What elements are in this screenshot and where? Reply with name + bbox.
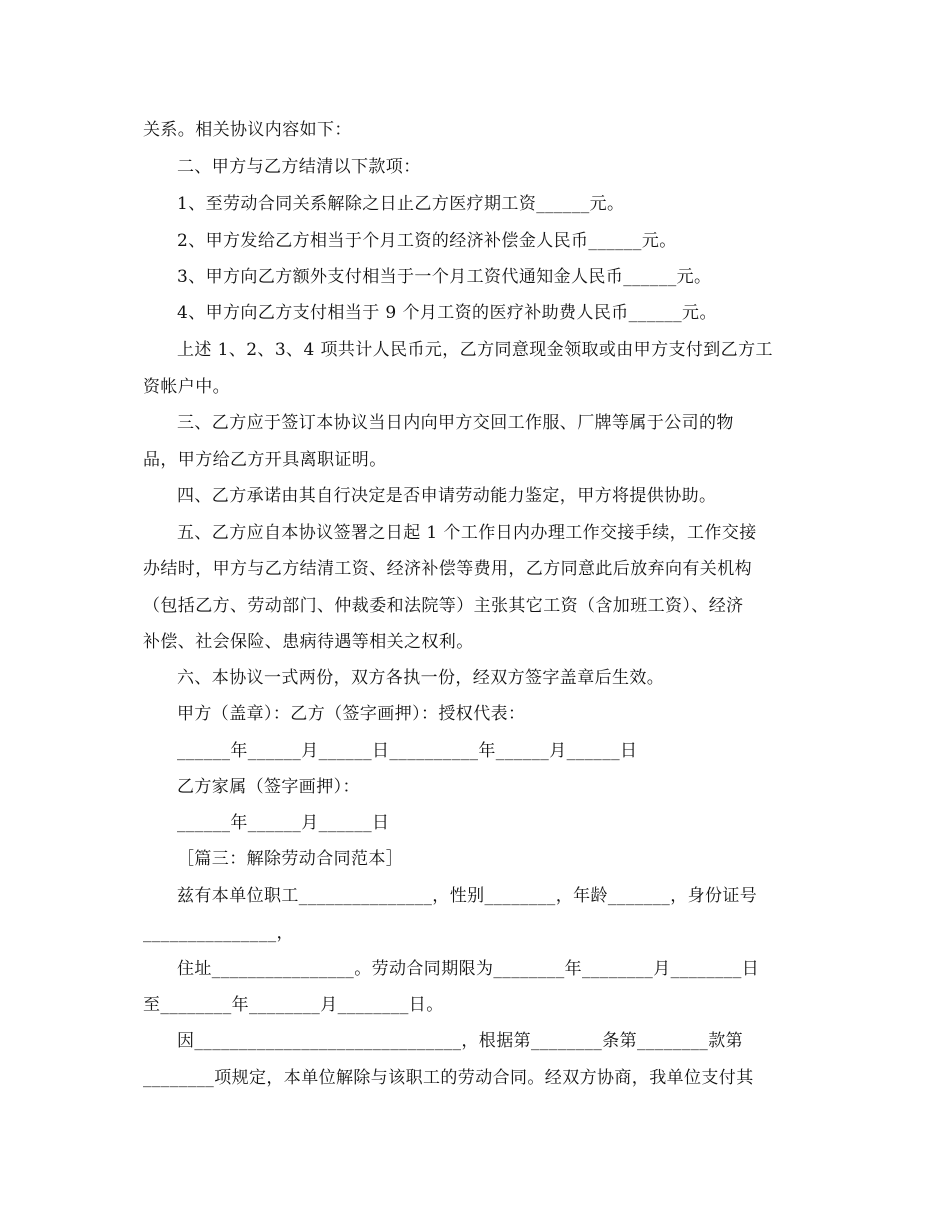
text-line: 资帐户中。 — [143, 377, 230, 397]
text-line: 关系。相关协议内容如下： — [143, 120, 352, 140]
text-line: ________项规定，本单位解除与该职工的劳动合同。经双方协商，我单位支付其 — [143, 1068, 754, 1088]
text-line: 办结时，甲方与乙方结清工资、经济补偿等费用，乙方同意此后放弃向有关机构 — [143, 559, 752, 579]
section-title: ［篇三：解除劳动合同范本］ — [177, 849, 404, 869]
text-line: _______________， — [143, 923, 294, 943]
text-line: 五、乙方应自本协议签署之日起 1 个工作日内办理工作交接手续，工作交接 — [177, 523, 757, 543]
text-line: 品，甲方给乙方开具离职证明。 — [143, 450, 387, 470]
signature-line: 乙方家属（签字画押）： — [177, 777, 360, 797]
text-line: 上述 1、2、3、4 项共计人民币元，乙方同意现金领取或由甲方支付到乙方工 — [177, 340, 773, 360]
text-line: 住址________________。劳动合同期限为________年________月________日 — [177, 959, 760, 979]
text-line: 补偿、社会保险、患病待遇等相关之权利。 — [143, 632, 474, 652]
text-line: 因______________________________，根据第________条第________款第 — [177, 1031, 743, 1051]
text-line: 三、乙方应于签订本协议当日内向甲方交回工作服、厂牌等属于公司的物 — [177, 413, 734, 433]
text-line: 六、本协议一式两份，双方各执一份，经双方签字盖章后生效。 — [177, 668, 665, 688]
date-line: ______年______月______日 — [177, 813, 390, 833]
text-line: 四、乙方承诺由其自行决定是否申请劳动能力鉴定，甲方将提供协助。 — [177, 486, 717, 506]
list-item: 4、甲方向乙方支付相当于 9 个月工资的医疗补助费人民币______元。 — [177, 303, 717, 323]
text-line: （包括乙方、劳动部门、仲裁委和法院等）主张其它工资（含加班工资）、经济 — [143, 596, 744, 616]
text-line: 兹有本单位职工_______________，性别________，年龄_______，身份证号 — [177, 886, 758, 906]
list-item: 2、甲方发给乙方相当于个月工资的经济补偿金人民币______元。 — [177, 231, 677, 251]
list-item: 1、至劳动合同关系解除之日止乙方医疗期工资______元。 — [177, 194, 625, 214]
signature-line: 甲方（盖章）：乙方（签字画押）：授权代表： — [177, 704, 526, 724]
date-line: ______年______月______日__________年______月______日 — [177, 741, 638, 761]
section-heading: 二、甲方与乙方结清以下款项： — [177, 157, 421, 177]
text-line: 至________年________月________日。 — [143, 995, 444, 1015]
list-item: 3、甲方向乙方额外支付相当于一个月工资代通知金人民币______元。 — [177, 267, 712, 287]
